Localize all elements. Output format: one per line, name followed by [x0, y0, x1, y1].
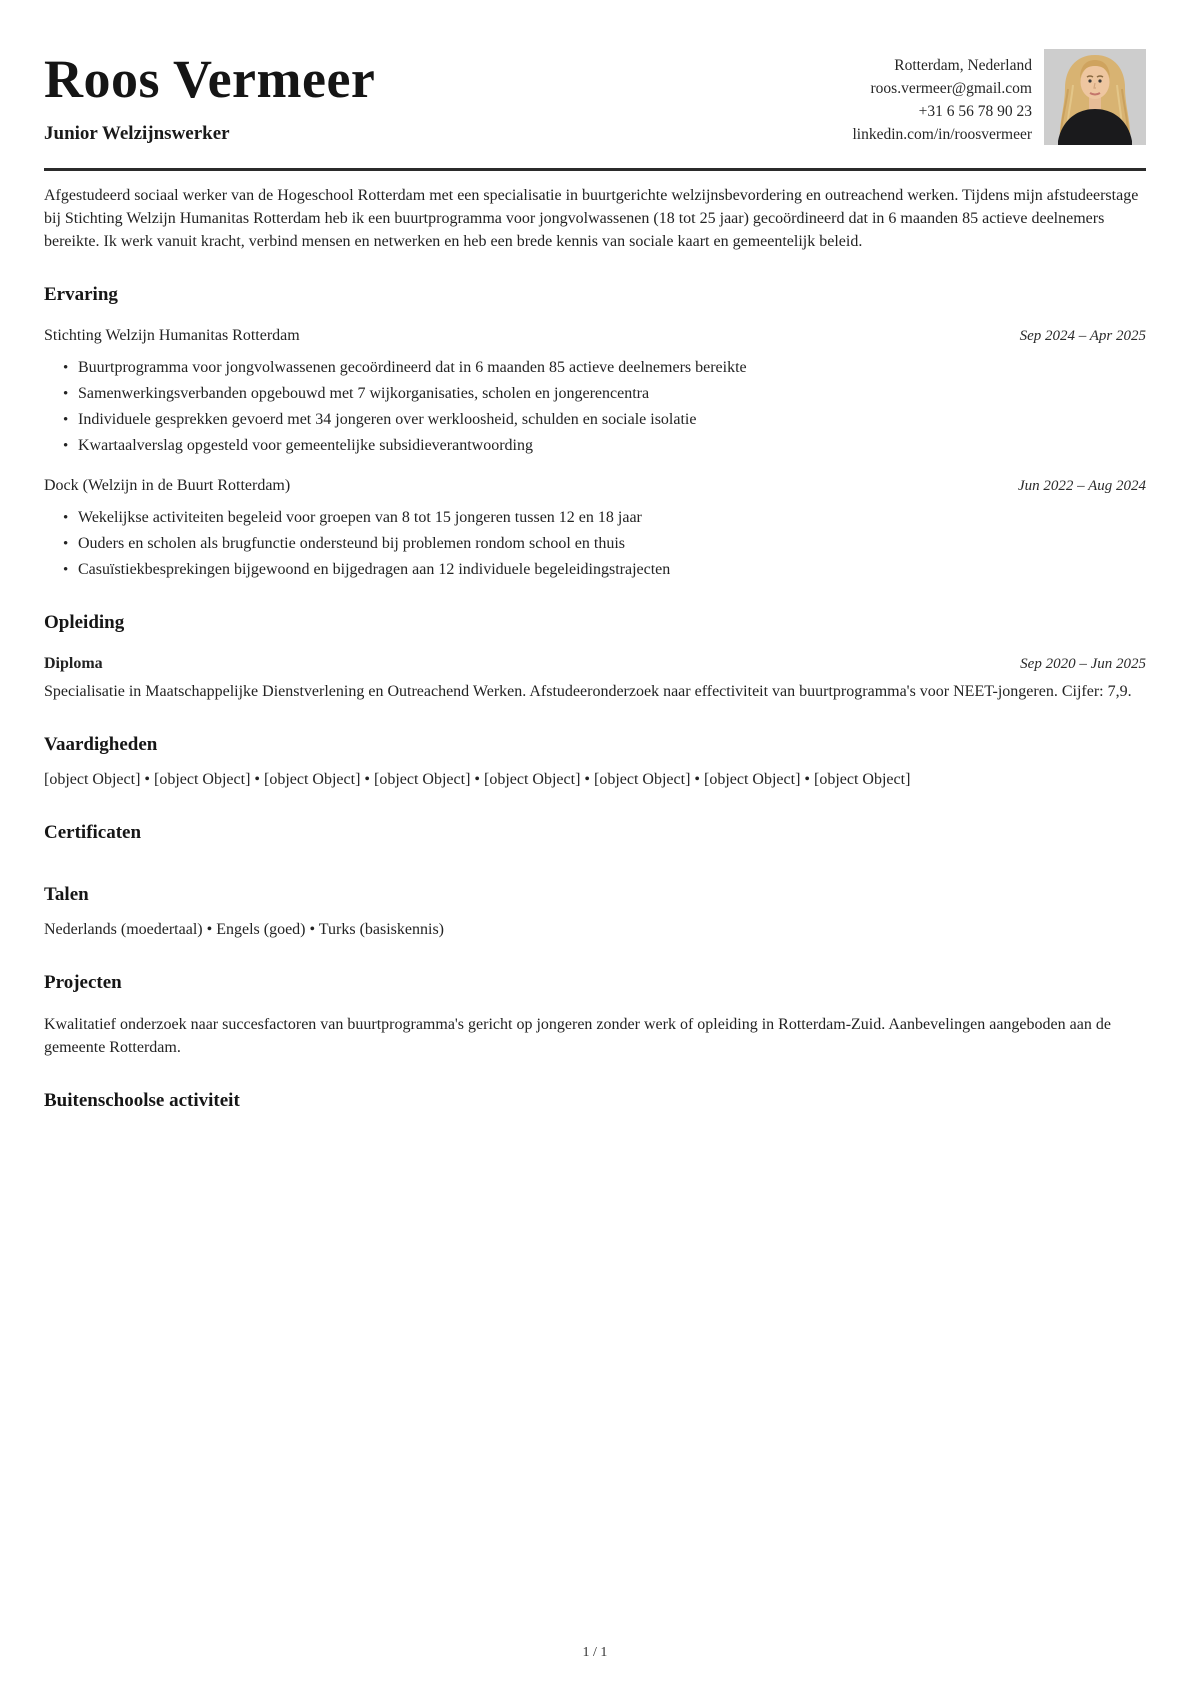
- section-heading-projects: Projecten: [44, 971, 122, 993]
- experience-org: Stichting Welzijn Humanitas Rotterdam: [44, 326, 300, 344]
- experience-bullet: • Individuele gesprekken gevoerd met 34 jongeren over werkloosheid, schulden en sociale isolatie: [44, 409, 1146, 431]
- resume-header: [44, 49, 1146, 147]
- section-heading-languages: Talen: [44, 883, 89, 905]
- skills-list: [object Object] • [object Object] • [object Object] • [object Object] • [object Object] • [object Object] • [object Object] • [object Object]: [44, 770, 911, 788]
- experience-bullet-list: [44, 507, 1146, 581]
- experience-bullet: • Buurtprogramma voor jongvolwassenen gecoördineerd dat in 6 maanden 85 actieve deelnemers bereikte: [44, 357, 1146, 379]
- experience-bullet: • Samenwerkingsverbanden opgebouwd met 7 wijkorganisaties, scholen en jongerencentra: [44, 383, 1146, 405]
- experience-bullet: • Ouders en scholen als brugfunctie ondersteund bij problemen rondom school en thuis: [44, 533, 1146, 555]
- experience-org: Dock (Welzijn in de Buurt Rotterdam): [44, 476, 291, 494]
- person-name: Roos Vermeer: [44, 49, 376, 109]
- experience-dates: Jun 2022 – Aug 2024: [1017, 477, 1146, 494]
- header-divider: [44, 168, 1146, 171]
- education-entry-head: [44, 653, 1146, 675]
- header-contact-area: [853, 49, 1147, 146]
- section-heading-extracurricular: Buitenschoolse activiteit: [44, 1089, 240, 1111]
- experience-entry-head: [44, 475, 1146, 497]
- experience-bullet: • Casuïstiekbesprekingen bijgewoond en bijgedragen aan 12 individuele begeleidingstrajecten: [44, 559, 1146, 581]
- experience-entry-head: [44, 325, 1146, 347]
- page-number: 1 / 1: [582, 1645, 608, 1660]
- section-heading-experience: Ervaring: [44, 283, 118, 305]
- experience-bullet: • Wekelijkse activiteiten begeleid voor groepen van 8 tot 15 jongeren tussen 12 en 18 jaar: [44, 507, 1146, 529]
- profile-photo: [1044, 49, 1146, 145]
- contact-line: linkedin.com/in/roosvermeer: [852, 126, 1032, 143]
- experience-dates: Sep 2024 – Apr 2025: [1019, 327, 1146, 344]
- experience-entry: [44, 325, 1146, 457]
- experience-entry: [44, 475, 1146, 581]
- education-dates: Sep 2020 – Jun 2025: [1020, 655, 1146, 672]
- section-heading-skills: Vaardigheden: [44, 733, 158, 755]
- education-description: Specialisatie in Maatschappelijke Dienstverlening en Outreachend Werken. Afstudeeronderzoek naar effectiviteit van buurtprogramma's voor NEET-jongeren. Cijfer: 7,9.: [44, 682, 1132, 700]
- education-degree: Diploma: [44, 654, 103, 672]
- experience-bullet-list: [44, 357, 1146, 457]
- header-identity: [44, 49, 376, 147]
- job-title: Junior Welzijnswerker: [44, 123, 230, 144]
- contact-line: roos.vermeer@gmail.com: [870, 80, 1032, 97]
- experience-bullet: • Kwartaalverslag opgesteld voor gemeentelijke subsidieverantwoording: [44, 435, 1146, 457]
- section-heading-education: Opleiding: [44, 611, 125, 633]
- contact-block: [853, 54, 1033, 146]
- contact-line: Rotterdam, Nederland: [894, 57, 1032, 74]
- projects-description: Kwalitatief onderzoek naar succesfactoren van buurtprogramma's gericht op jongeren zonder werk of opleiding in Rotterdam-Zuid. Aanbevelingen aangeboden aan de gemeente Rotterdam.: [44, 1015, 1111, 1056]
- profile-photo-illustration: [1044, 49, 1146, 145]
- profile-summary: Afgestudeerd sociaal werker van de Hogeschool Rotterdam met een specialisatie in buurtgerichte welzijnsbevordering en outreachend werken. Tijdens mijn afstudeerstage bij Stichting Welzijn Humanitas Rotterdam heb ik een buurtprogramma voor jongvolwassenen (18 tot 25 jaar) gecoördineerd dat in 6 maanden 85 actieve deelnemers bereikte. Ik werk vanuit kracht, verbind mensen en netwerken en heb een brede kennis van sociale kaart en gemeentelijk beleid.: [44, 186, 1139, 250]
- certificates-empty-space: [44, 845, 1146, 853]
- contact-line: +31 6 56 78 90 23: [918, 103, 1032, 120]
- section-heading-certificates: Certificaten: [44, 821, 142, 843]
- languages-list: Nederlands (moedertaal) • Engels (goed) • Turks (basiskennis): [44, 920, 444, 938]
